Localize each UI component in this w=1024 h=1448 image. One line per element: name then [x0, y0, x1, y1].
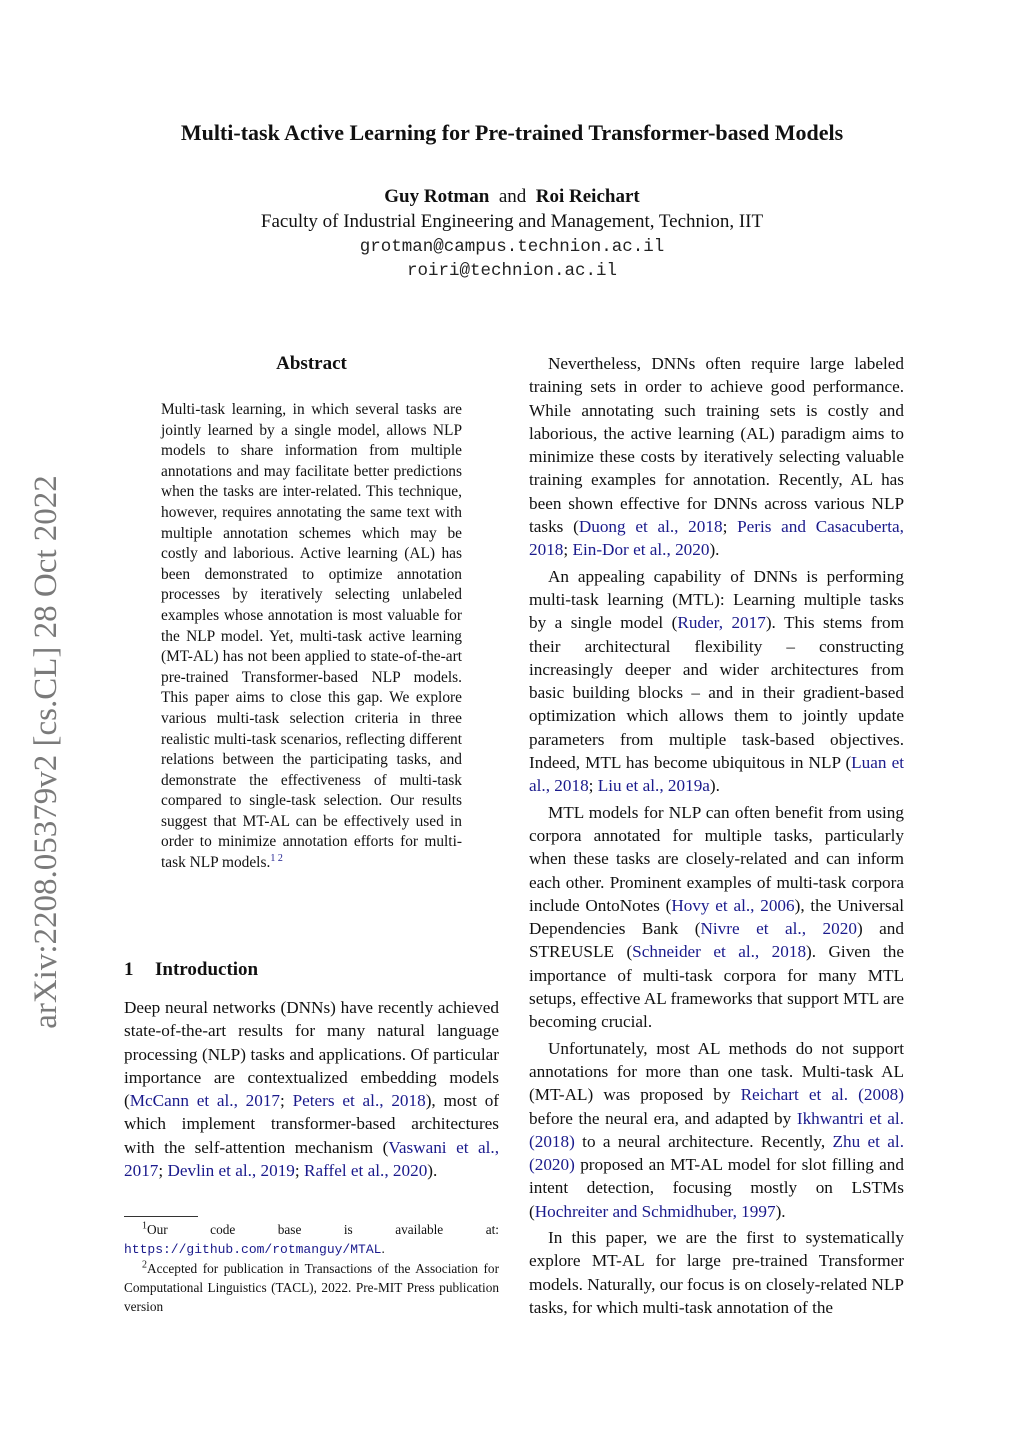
- arxiv-sidebar: [20, 452, 72, 1052]
- author-1: Guy Rotman: [384, 186, 490, 207]
- citation-ikhwantri[interactable]: Ikhwantri et al. (2018): [529, 1108, 904, 1151]
- citation-zhu[interactable]: Zhu et al. (2020): [529, 1131, 904, 1175]
- author-line: [0, 184, 1024, 209]
- abstract-heading: Abstract: [276, 353, 347, 374]
- text-run: ) and STREUSLE (: [529, 919, 904, 962]
- arxiv-identifier: arXiv:2208.05379v2 [cs.CL] 28 Oct 2022: [28, 475, 64, 1029]
- text-run: proposed an MT-AL model for slot filling and intent detection, focusing mostly on LSTMs (: [529, 1155, 904, 1221]
- citation-peris[interactable]: Peris and Casacuberta, 2018: [529, 517, 904, 560]
- citation-luan[interactable]: Luan et al., 2018: [529, 753, 904, 796]
- footnote-mark: 2: [142, 1259, 147, 1271]
- text-run: ), the Universal Dependencies Bank (: [529, 895, 904, 939]
- abstract-footnote-marks[interactable]: 1 2: [270, 852, 283, 864]
- paragraph-2: An appealing capability of DNNs is performing multi-task learning (MTL): Learning multiple tasks by a single model (Ruder, 2017). This stems from their architectural flexibility – constructing increasingly deeper and wider architectures from basic building blocks – and in their gradient-based optimization which allows them to jointly update parameters from multiple task-based objectives. Indeed, MTL has become ubiquitous in NLP (Luan et al., 2018; Liu et al., 2019a).: [529, 566, 905, 796]
- right-column: [529, 352, 904, 1319]
- footnote-text: Our code base is available at:: [147, 1222, 499, 1237]
- footnote-mark: 1: [142, 1220, 147, 1232]
- paragraph-1: Nevertheless, DNNs often require large labeled training sets in order to achieve good performance. While annotating such training sets is costly and laborious, the active learning (AL) paradigm aims to minimize these costs by iteratively selecting valuable training examples for annotation. Recently, AL has been shown effective for DNNs across various NLP tasks (Duong et al., 2018; Peris and Casacuberta, 2018; Ein-Dor et al., 2020).: [529, 354, 904, 560]
- text-run: ). Given the importance of multi-task corpora for many MTL setups, effective AL frameworks that support MTL are becoming crucial.: [529, 942, 904, 1032]
- citation-nivre[interactable]: Nivre et al., 2020: [700, 919, 857, 939]
- footnote-1: $^1$Our code base is available at: https://github.com/rotmanguy/MTAL.: [124, 1220, 499, 1257]
- paragraph-4: [529, 1037, 904, 1223]
- text-run: An appealing capability of DNNs is performing multi-task learning (MTL): Learning multiple tasks by a single model (: [529, 566, 904, 633]
- intro-paragraph: Deep neural networks (DNNs) have recently achieved state-of-the-art results for many natural language processing (NLP) tasks and applications. Of particular importance are contextualized embedding models (McCann et al., 2017; Peters et al., 2018), most of which implement transformer-based architectures with the self-attention mechanism (Vaswani et al., 2017; Devlin et al., 2019; Raffel et al., 2020).: [124, 998, 500, 1181]
- text-run: ), most of which implement transformer-based architectures with the self-attention mechanism (: [124, 1091, 500, 1157]
- citation-devlin[interactable]: Devlin et al., 2019: [167, 1161, 295, 1181]
- citation-mccann[interactable]: McCann et al., 2017: [129, 1091, 281, 1111]
- affiliation: Faculty of Industrial Engineering and Management, Technion, IIT: [260, 211, 764, 232]
- footnote-text: Accepted for publication in Transactions of the Association for Computational Linguistics (TACL), 2022. Pre-MIT Press publication version: [124, 1261, 499, 1314]
- section-title: Introduction: [155, 959, 259, 980]
- footnote-2: [124, 1259, 499, 1316]
- citation-ruder[interactable]: Ruder, 2017: [677, 613, 766, 633]
- citation-ein-dor[interactable]: Ein-Dor et al., 2020: [572, 540, 710, 560]
- citation-hochreiter[interactable]: Hochreiter and Schmidhuber, 1997: [534, 1201, 776, 1221]
- text-run: ).: [775, 1201, 786, 1221]
- text-run: ).: [427, 1161, 438, 1181]
- paper-title: Multi-task Active Learning for Pre-trained Transformer-based Models: [180, 120, 844, 145]
- citation-duong[interactable]: Duong et al., 2018: [578, 517, 723, 537]
- text-run: Nevertheless, DNNs often require large labeled training sets in order to achieve good performance. While annotating such training sets is costly and laborious, the active learning (AL) paradigm aims to minimize these costs by iteratively selecting valuable training examples for annotation. Recently, AL has been shown effective for DNNs across various NLP tasks (: [529, 354, 904, 537]
- citation-peters[interactable]: Peters et al., 2018: [292, 1091, 426, 1111]
- author-2: Roi Reichart: [535, 186, 640, 207]
- text-run: before the neural era, and adapted by: [529, 1108, 797, 1128]
- citation-vaswani[interactable]: Vaswani et al., 2017: [124, 1137, 500, 1181]
- citation-schneider[interactable]: Schneider et al., 2018: [632, 942, 807, 962]
- citation-reichart[interactable]: Reichart et al. (2008): [740, 1085, 904, 1105]
- text-run: MTL models for NLP can often benefit from using corpora annotated for multiple tasks, particularly when these tasks are closely-related and can inform each other. Prominent examples of multi-task corpora include OntoNotes (: [529, 802, 904, 915]
- text-run: Unfortunately, most AL methods do not support annotations for more than one task. Multi-task AL (MT-AL) was proposed by: [529, 1038, 904, 1105]
- text-run: to a neural architecture. Recently,: [574, 1131, 833, 1151]
- code-link[interactable]: https://github.com/rotmanguy/MTAL: [124, 1242, 382, 1257]
- text-run: Deep neural networks (DNNs) have recently achieved state-of-the-art results for many natural language processing (NLP) tasks and applications. Of particular importance are contextualized embedding models (: [124, 998, 499, 1111]
- paragraph-3: [529, 801, 904, 1034]
- section-heading-introduction: [124, 957, 499, 983]
- abstract-body: [161, 400, 462, 874]
- citation-liu[interactable]: Liu et al., 2019a: [597, 776, 710, 796]
- paragraph-5: In this paper, we are the first to systematically explore MT-AL for large pre-trained Transformer models. Naturally, our focus is on closely-related NLP tasks, for which multi-task annotation of the: [529, 1227, 904, 1317]
- author-conjunction: and: [498, 186, 527, 207]
- section-number: 1: [124, 959, 134, 980]
- citation-hovy[interactable]: Hovy et al., 2006: [671, 895, 795, 915]
- email-2: roiri@technion.ac.il: [406, 261, 618, 281]
- abstract-text: Multi-task learning, in which several tasks are jointly learned by a single model, allows NLP models to share information from multiple annotations and may facilitate better predictions when the tasks are inter-related. This technique, however, requires annotating the same text with multiple annotation schemes which may be costly and laborious. Active learning (AL) has been demonstrated to optimize annotation processes by iteratively selecting unlabeled examples whose annotation is most valuable for the NLP model. Yet, multi-task active learning (MT-AL) has not been applied to state-of-the-art pre-trained Transformer-based NLP models. This paper aims to close this gap. We explore various multi-task selection criteria in three realistic multi-task scenarios, reflecting different relations between the participating tasks, and demonstrate the effectiveness of multi-task compared to single-task selection. Our results suggest that MT-AL can be effectively used in order to minimize annotation efforts for multi-task NLP models.: [161, 401, 462, 872]
- citation-raffel[interactable]: Raffel et al., 2020: [303, 1161, 428, 1181]
- email-1: grotman@campus.technion.ac.il: [359, 237, 665, 257]
- footnotes: [124, 1220, 499, 1316]
- text-run: ). This stems from their architectural flexibility – constructing increasingly deeper and wider architectures from basic building blocks – and in their gradient-based optimization which allows them to jointly update parameters from multiple task-based objectives. Indeed, MTL has become ubiquitous in NLP (: [529, 613, 905, 773]
- footnote-rule: [124, 1216, 198, 1217]
